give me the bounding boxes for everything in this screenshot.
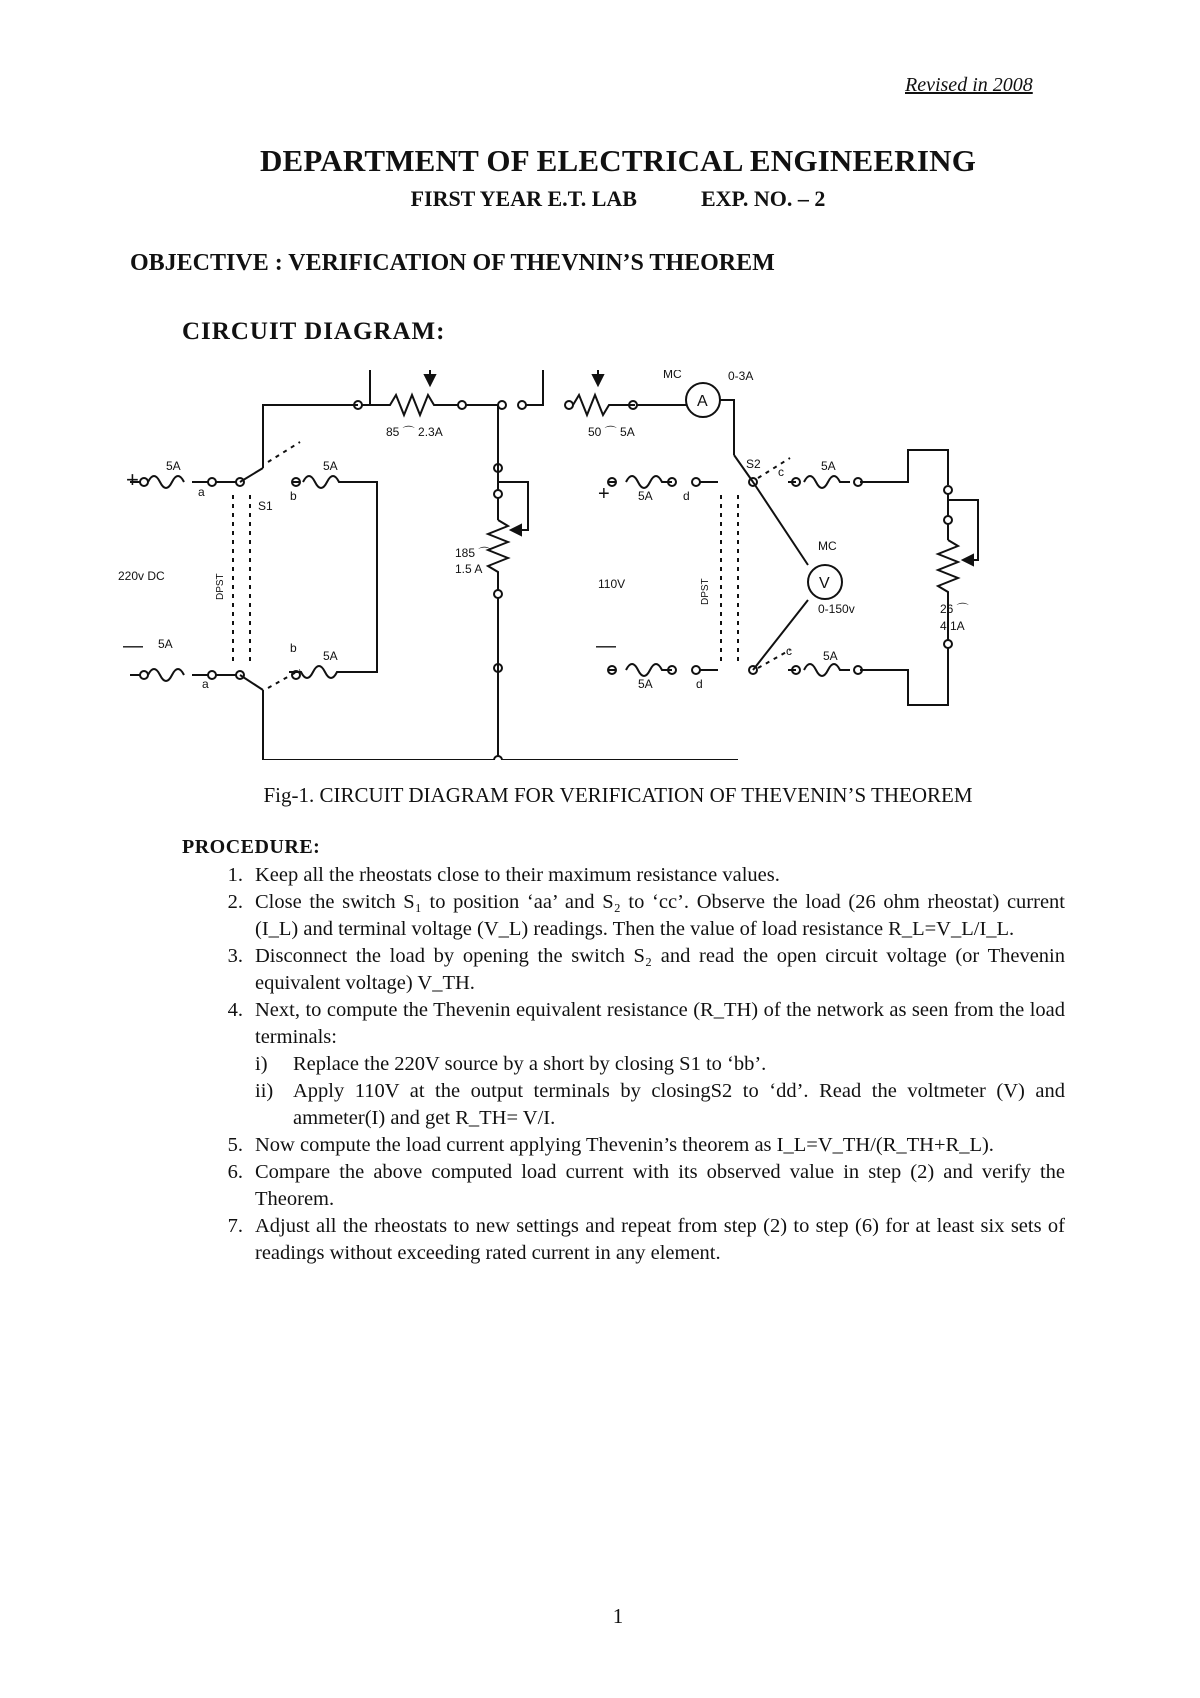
voltmeter-range-label: 0-150v xyxy=(818,602,855,616)
step-number: 3. xyxy=(227,945,243,967)
figure-caption: Fig-1. CIRCUIT DIAGRAM FOR VERIFICATION OF THEVENIN’S THEOREM xyxy=(263,783,973,807)
procedure-step xyxy=(215,997,1065,1132)
contact-d-label: d xyxy=(696,677,703,691)
rheostat-85 xyxy=(362,395,458,415)
contact-a-label: a xyxy=(198,485,205,499)
circuit-diagram-heading: CIRCUIT DIAGRAM: xyxy=(182,318,446,345)
fuse-rating-label: 5A xyxy=(323,459,338,473)
substep-text: Apply 110V at the output terminals by closingS2 to ‘dd’. Read the voltmeter (V) and ammeter(I) and get R_TH= V/I. xyxy=(293,1080,1065,1129)
ammeter-symbol: A xyxy=(697,393,708,410)
contact-c-label: c xyxy=(778,465,784,479)
fuse-rating-label: 5A xyxy=(166,459,181,473)
voltmeter-symbol: V xyxy=(819,575,830,592)
department-title: DEPARTMENT OF ELECTRICAL ENGINEERING xyxy=(259,143,977,178)
step-number: 2. xyxy=(227,891,243,913)
switch-s1-label: S1 xyxy=(258,499,273,513)
procedure-heading: PROCEDURE: xyxy=(182,836,321,858)
procedure-step xyxy=(215,862,1065,889)
dpst-label: DPST xyxy=(700,578,711,605)
step-text: Compare the above computed load current with its observed value in step (2) and verify the Theorem. xyxy=(255,1161,1065,1210)
contact-a-label: a xyxy=(202,677,209,691)
step-number: 1. xyxy=(227,864,243,886)
contact-b-label: b xyxy=(290,489,297,503)
lab-subheading xyxy=(0,186,1200,212)
procedure-list xyxy=(215,862,1065,1267)
procedure-substep xyxy=(255,1051,1065,1078)
aux-voltage-label: 110V xyxy=(598,577,626,591)
substep-text: Replace the 220V source by a short by closing S1 to ‘bb’. xyxy=(293,1053,767,1075)
procedure-step xyxy=(215,1132,1065,1159)
procedure-step xyxy=(215,1159,1065,1213)
aux-minus: — xyxy=(596,635,616,657)
rheostat-50 xyxy=(573,395,635,415)
fuse-rating-label: 5A xyxy=(323,649,338,663)
procedure-substep xyxy=(255,1078,1065,1132)
rheostat-185 xyxy=(488,520,508,590)
switch-s2-label: S2 xyxy=(746,457,761,471)
step-text: Now compute the load current applying Thevenin’s theorem as I_L=V_TH/(R_TH+R_L). xyxy=(255,1134,994,1156)
rheostat-85-label: 85 ⌒ 2.3A xyxy=(386,425,443,439)
circuit-diagram xyxy=(118,370,1078,760)
step-text: Close the switch S₁ to position ‘aa’ and S₂ to ‘cc’. Observe the load (26 ohm rheostat) current (I_L) and terminal voltage (V_L) readings. Then the value of load resistance R_L=V_L/I_L. xyxy=(255,891,1065,940)
procedure-substeps xyxy=(255,1051,1065,1132)
source-voltage-label: 220v DC xyxy=(118,569,165,583)
contact-d-label: d xyxy=(683,489,690,503)
revision-note: Revised in 2008 xyxy=(905,74,1033,96)
step-number: 7. xyxy=(227,1215,243,1237)
step-number: 4. xyxy=(227,999,243,1021)
substep-number: ii) xyxy=(255,1080,274,1102)
fuse-rating-label: 5A xyxy=(158,637,173,651)
step-text: Disconnect the load by opening the switch S₂ and read the open circuit voltage (or Thevenin equivalent voltage) V_TH. xyxy=(255,945,1065,994)
dpst-label: DPST xyxy=(215,573,226,600)
fuse-rating-label: 5A xyxy=(638,677,653,691)
page-number: 1 xyxy=(612,1604,624,1628)
load-rheostat-label: 26 ⌒ xyxy=(940,602,969,616)
procedure-step xyxy=(215,889,1065,943)
step-text: Adjust all the rheostats to new settings and repeat from step (2) to step (6) for at least six sets of readings without exceeding rated current in any element. xyxy=(255,1215,1065,1264)
rheostat-185-rating: 1.5 A xyxy=(455,562,483,576)
rheostat-185-label: 185 ⌒ xyxy=(455,546,491,560)
contact-c-label: c xyxy=(786,644,792,658)
ammeter-range-label: 0-3A xyxy=(728,370,754,383)
objective-heading: OBJECTIVE : VERIFICATION OF THEVNIN’S THEOREM xyxy=(130,250,775,276)
aux-plus: + xyxy=(598,483,610,505)
procedure-step xyxy=(215,943,1065,997)
experiment-number: EXP. NO. – 2 xyxy=(700,186,826,211)
source-minus: — xyxy=(123,635,143,657)
fuse-rating-label: 5A xyxy=(638,489,653,503)
step-text: Keep all the rheostats close to their maximum resistance values. xyxy=(255,864,780,886)
substep-number: i) xyxy=(255,1053,268,1075)
voltmeter-type-label: MC xyxy=(818,539,837,553)
fuse-rating-label: 5A xyxy=(821,459,836,473)
step-number: 5. xyxy=(227,1134,243,1156)
source-plus: + xyxy=(126,467,139,492)
fuse-rating-label: 5A xyxy=(823,649,838,663)
step-text: Next, to compute the Thevenin equivalent resistance (R_TH) of the network as seen from the load terminals: xyxy=(255,999,1065,1048)
contact-b-label: b xyxy=(290,641,297,655)
step-number: 6. xyxy=(227,1161,243,1183)
procedure-step xyxy=(215,1213,1065,1267)
lab-name: FIRST YEAR E.T. LAB xyxy=(410,186,637,211)
ammeter-type-label: MC xyxy=(663,370,682,381)
rheostat-50-label: 50 ⌒ 5A xyxy=(588,425,635,439)
load-rheostat-rating: 4.1A xyxy=(940,619,965,633)
